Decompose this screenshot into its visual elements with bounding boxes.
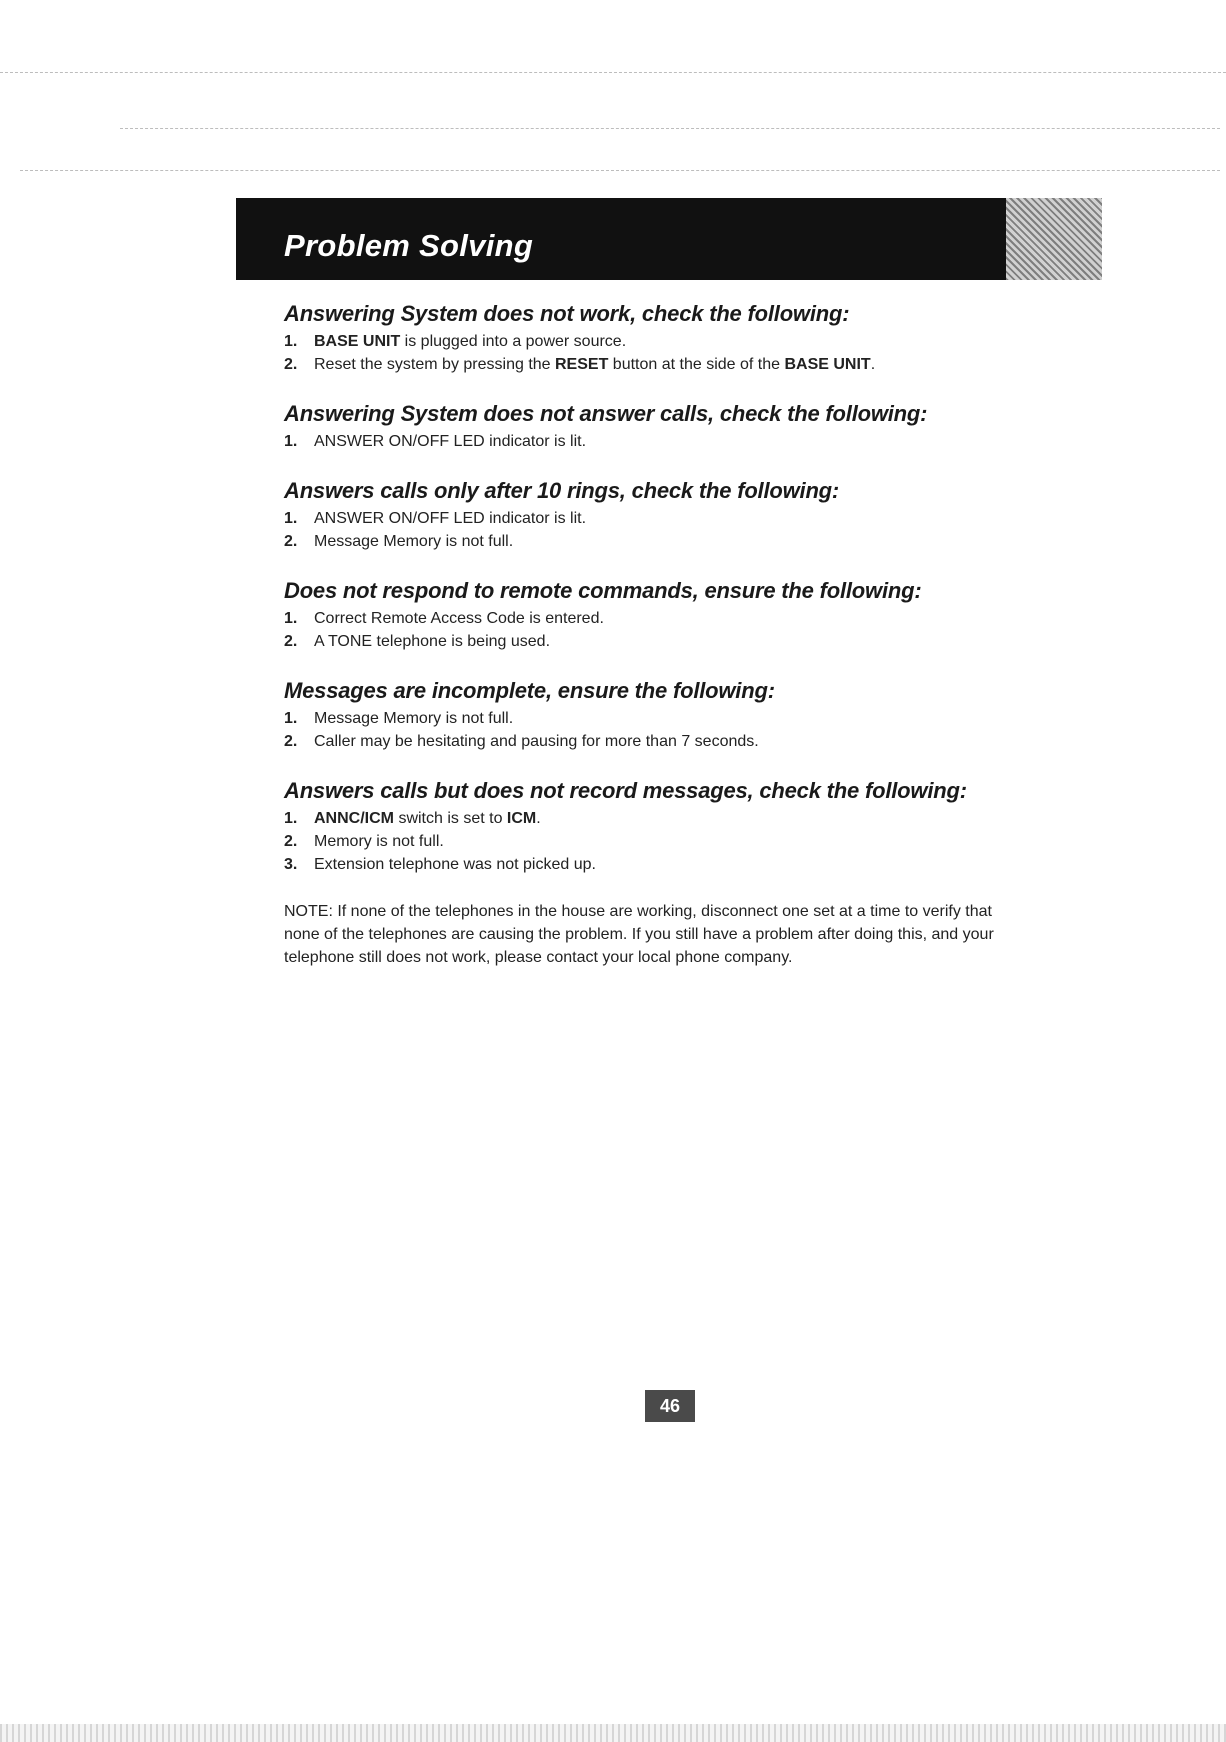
item-text-run: is plugged into a power source. <box>400 333 627 350</box>
item-number: 1. <box>284 610 298 627</box>
item-number: 2. <box>284 533 298 550</box>
checklist <box>284 430 1024 453</box>
page-number: 46 <box>645 1390 695 1422</box>
troubleshooting-section <box>284 577 1024 653</box>
item-text <box>314 430 586 453</box>
item-text <box>314 607 604 630</box>
item-text-bold: RESET <box>555 356 609 373</box>
section-heading: Answering System does not answer calls, check the following: <box>284 401 928 426</box>
item-text-run: Message Memory is not full. <box>314 533 514 550</box>
scan-artifact-line <box>0 72 1226 73</box>
title-bar-pattern <box>1006 198 1102 280</box>
item-text-run: Correct Remote Access Code is entered. <box>314 610 604 627</box>
item-number: 3. <box>284 856 298 873</box>
troubleshooting-content <box>284 300 1024 969</box>
item-text <box>314 853 596 876</box>
item-text-run: ANSWER ON/OFF LED indicator is lit. <box>314 510 587 527</box>
checklist-item <box>284 630 1024 653</box>
item-text-bold: ANNC/ICM <box>314 810 394 827</box>
checklist-item <box>284 853 1024 876</box>
item-number: 1. <box>284 510 298 527</box>
checklist-item <box>284 707 1024 730</box>
page-title: Problem Solving <box>284 228 534 263</box>
checklist-item <box>284 807 1024 830</box>
checklist <box>284 707 1024 753</box>
item-text-bold: BASE UNIT <box>314 333 401 350</box>
item-text-run: switch is set to <box>394 810 507 827</box>
item-text <box>314 807 541 830</box>
item-text-run: Message Memory is not full. <box>314 710 514 727</box>
item-number: 2. <box>284 633 298 650</box>
item-text <box>314 707 513 730</box>
checklist-item <box>284 530 1024 553</box>
item-text-bold: ICM <box>506 810 537 827</box>
item-number: 2. <box>284 356 298 373</box>
item-text <box>314 330 626 353</box>
troubleshooting-section <box>284 677 1024 753</box>
section-heading: Answers calls but does not record messages, check the following: <box>284 778 967 803</box>
item-number: 1. <box>284 810 298 827</box>
checklist <box>284 507 1024 553</box>
checklist-item <box>284 607 1024 630</box>
checklist <box>284 807 1024 876</box>
item-text-run: . <box>870 356 876 373</box>
checklist-item <box>284 507 1024 530</box>
item-number: 2. <box>284 833 298 850</box>
item-text-run: button at the side of the <box>608 356 785 373</box>
item-text <box>314 630 550 653</box>
item-text-run: Caller may be hesitating and pausing for more than 7 seconds. <box>314 733 759 750</box>
item-text <box>314 530 513 553</box>
checklist <box>284 607 1024 653</box>
section-title-bar <box>236 198 1102 280</box>
item-text <box>314 730 759 753</box>
item-text-run: A TONE telephone is being used. <box>314 633 551 650</box>
item-text <box>314 507 586 530</box>
section-heading: Does not respond to remote commands, ensure the following: <box>284 578 922 603</box>
scan-artifact-line <box>20 170 1220 171</box>
note-paragraph: NOTE: If none of the telephones in the house are working, disconnect one set at a time to verify that none of the telephones are causing the problem. If you still have a problem after doing this, and your telephone still does not work, please contact your local phone company. <box>284 903 994 966</box>
section-heading: Answering System does not work, check the following: <box>284 301 850 326</box>
section-heading: Answers calls only after 10 rings, check the following: <box>284 478 840 503</box>
item-text-run: ANSWER ON/OFF LED indicator is lit. <box>314 433 587 450</box>
section-heading: Messages are incomplete, ensure the following: <box>284 678 775 703</box>
troubleshooting-section <box>284 777 1024 876</box>
troubleshooting-section <box>284 300 1024 376</box>
item-text-bold: BASE UNIT <box>784 356 871 373</box>
checklist-item <box>284 430 1024 453</box>
scan-artifact-bottom <box>0 1724 1226 1742</box>
checklist-item <box>284 830 1024 853</box>
item-text-run: . <box>536 810 541 827</box>
item-text-run: Memory is not full. <box>314 833 444 850</box>
item-text-run: Reset the system by pressing the <box>314 356 555 373</box>
item-number: 1. <box>284 710 298 727</box>
item-text <box>314 830 444 853</box>
item-number: 1. <box>284 333 298 350</box>
scan-artifact-line <box>120 128 1220 129</box>
checklist <box>284 330 1024 376</box>
troubleshooting-section <box>284 477 1024 553</box>
item-number: 1. <box>284 433 298 450</box>
item-text-run: Extension telephone was not picked up. <box>314 856 596 873</box>
item-number: 2. <box>284 733 298 750</box>
checklist-item <box>284 730 1024 753</box>
checklist-item <box>284 353 1024 376</box>
troubleshooting-section <box>284 400 1024 453</box>
item-text <box>314 353 875 376</box>
checklist-item <box>284 330 1024 353</box>
